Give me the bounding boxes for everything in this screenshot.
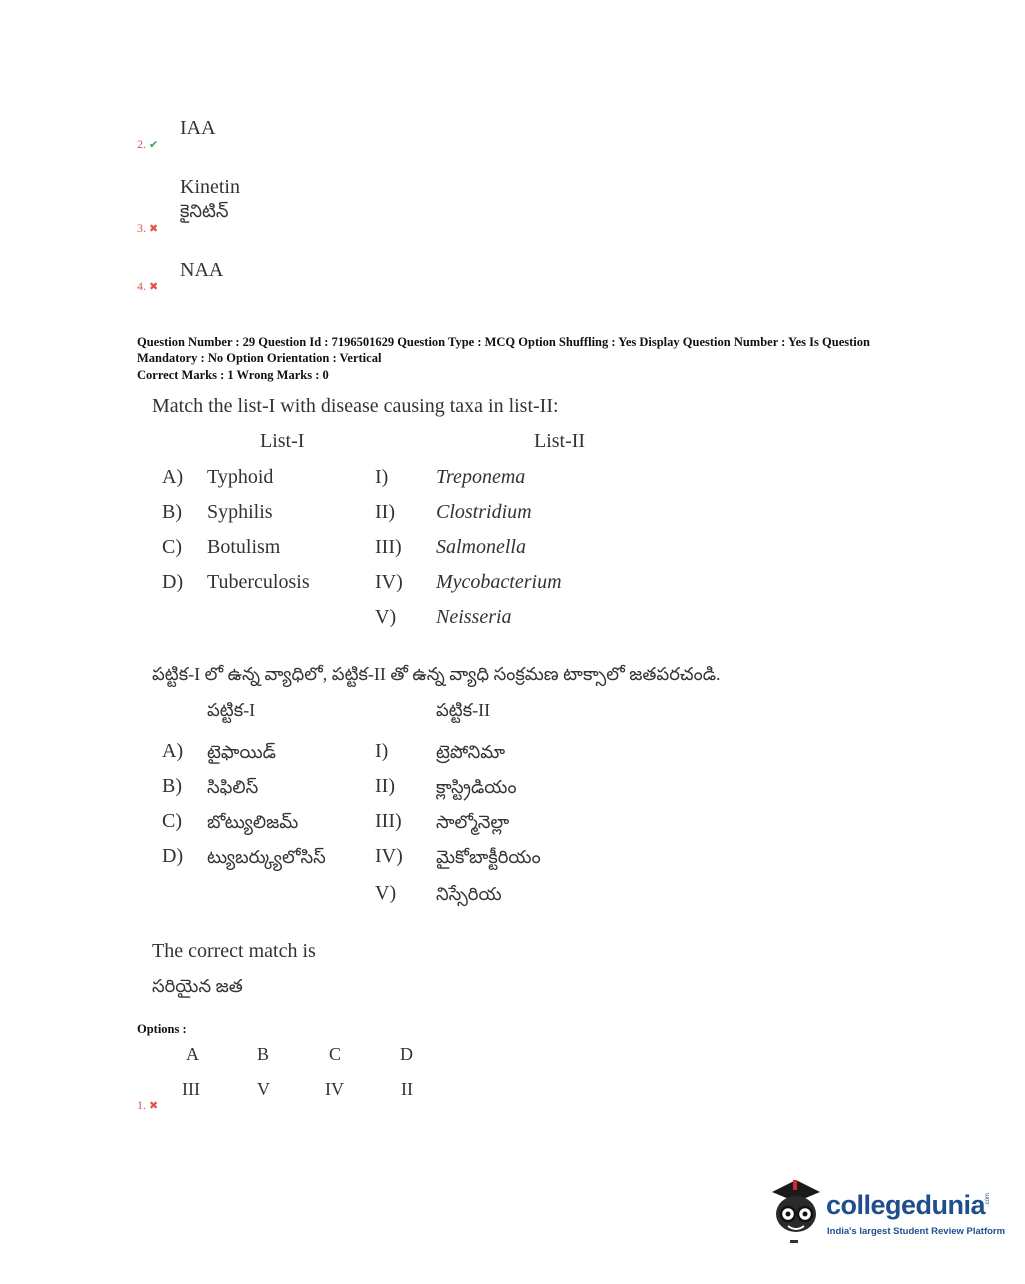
correct-check-icon: ✔ <box>149 139 159 151</box>
list1-header-te: పట్టిక-I <box>207 700 256 720</box>
option-number-label: 2. <box>137 137 146 151</box>
option-1-header-a: A <box>186 1044 199 1064</box>
question-meta <box>137 334 870 383</box>
list1-key: A) <box>162 466 184 488</box>
list1-header-en: List-I <box>260 430 305 452</box>
option-1-header-d: D <box>400 1044 413 1064</box>
option-2-text: IAA <box>180 117 216 139</box>
option-2-number <box>137 137 158 152</box>
options-label: Options : <box>137 1022 187 1036</box>
list1-item: సిఫిలిస్ <box>207 777 259 797</box>
option-3-text: Kinetin <box>180 176 240 198</box>
list2-item: మైకోబాక్టీరియం <box>436 847 541 867</box>
list2-header-en: List-II <box>534 430 586 452</box>
list1-key: D) <box>162 845 184 867</box>
option-4-number <box>137 279 158 294</box>
list2-key: V) <box>375 882 397 904</box>
list2-key: V) <box>375 606 397 628</box>
list1-item: ట్యుబర్క్యులోసిస్ <box>207 847 326 867</box>
list1-key: D) <box>162 571 184 593</box>
list2-item: ట్రెపోనిమా <box>436 742 506 762</box>
list1-key: C) <box>162 536 182 558</box>
option-1-header-b: B <box>257 1044 270 1064</box>
list2-item: Neisseria <box>436 606 512 628</box>
option-1-header-c: C <box>329 1044 342 1064</box>
wrong-cross-icon: ✖ <box>149 223 159 235</box>
option-1-value-d: II <box>401 1079 413 1099</box>
list2-key: II) <box>375 775 395 797</box>
list1-item: Botulism <box>207 536 281 558</box>
question-stem-en: Match the list-I with disease causing taxa in list-II: <box>152 395 559 417</box>
list2-key: I) <box>375 740 389 762</box>
correct-match-en: The correct match is <box>152 940 316 962</box>
option-3-text-telugu: కైనిటిన్ <box>180 201 229 221</box>
option-1-value-b: V <box>257 1079 270 1099</box>
list2-item: Clostridium <box>436 501 532 523</box>
list2-item: Treponema <box>436 466 526 488</box>
list2-key: III) <box>375 810 402 832</box>
option-number-label: 4. <box>137 279 146 293</box>
option-number-label: 3. <box>137 221 146 235</box>
list2-item: క్లాస్ట్రిడియం <box>436 777 517 797</box>
meta-line-3: Correct Marks : 1 Wrong Marks : 0 <box>137 368 329 382</box>
meta-line-1: Question Number : 29 Question Id : 7196501629 Question Type : MCQ Option Shuffling : Yes Display Question Number : Yes Is Question <box>137 335 870 349</box>
list2-key: III) <box>375 536 402 558</box>
list2-key: I) <box>375 466 389 488</box>
list1-key: B) <box>162 501 182 523</box>
list1-item: Syphilis <box>207 501 273 523</box>
list2-header-te: పట్టిక-II <box>436 700 491 720</box>
list2-key: II) <box>375 501 395 523</box>
list1-item: Tuberculosis <box>207 571 310 593</box>
list1-item: బోట్యులిజమ్ <box>207 812 299 832</box>
logo-suffix: .com <box>985 1192 991 1206</box>
option-3-number <box>137 221 158 236</box>
logo-wordmark: collegedunia <box>826 1190 986 1220</box>
collegedunia-logo[interactable] <box>766 1176 1006 1248</box>
mascot-icon <box>766 1176 828 1248</box>
question-stem-te: పట్టిక-I లో ఉన్న వ్యాధిలో, పట్టిక-II తో ఉన్న వ్యాధి సంక్రమణ టాక్సాలో జతపరచండి. <box>152 664 721 684</box>
list1-key: C) <box>162 810 182 832</box>
meta-line-2: Mandatory : No Option Orientation : Vertical <box>137 351 382 365</box>
logo-tagline: India's largest Student Review Platform <box>827 1226 1006 1237</box>
list2-key: IV) <box>375 845 403 867</box>
option-1-value-a: III <box>182 1079 200 1099</box>
list1-key: B) <box>162 775 182 797</box>
list1-item: Typhoid <box>207 466 274 488</box>
list2-item: Mycobacterium <box>436 571 562 593</box>
list1-key: A) <box>162 740 184 762</box>
list2-item: Salmonella <box>436 536 526 558</box>
option-4-text: NAA <box>180 259 224 281</box>
wrong-cross-icon: ✖ <box>149 281 159 293</box>
list2-item: సాల్మోనెల్లా <box>436 812 510 832</box>
correct-match-te: సరియైన జత <box>152 976 243 996</box>
list2-key: IV) <box>375 571 403 593</box>
option-1-number <box>137 1098 158 1113</box>
option-1-value-c: IV <box>325 1079 344 1099</box>
wrong-cross-icon: ✖ <box>149 1100 159 1112</box>
option-number-label: 1. <box>137 1098 146 1112</box>
list2-item: నిస్సేరియ <box>436 884 502 904</box>
list1-item: టైఫాయిడ్ <box>207 742 276 762</box>
